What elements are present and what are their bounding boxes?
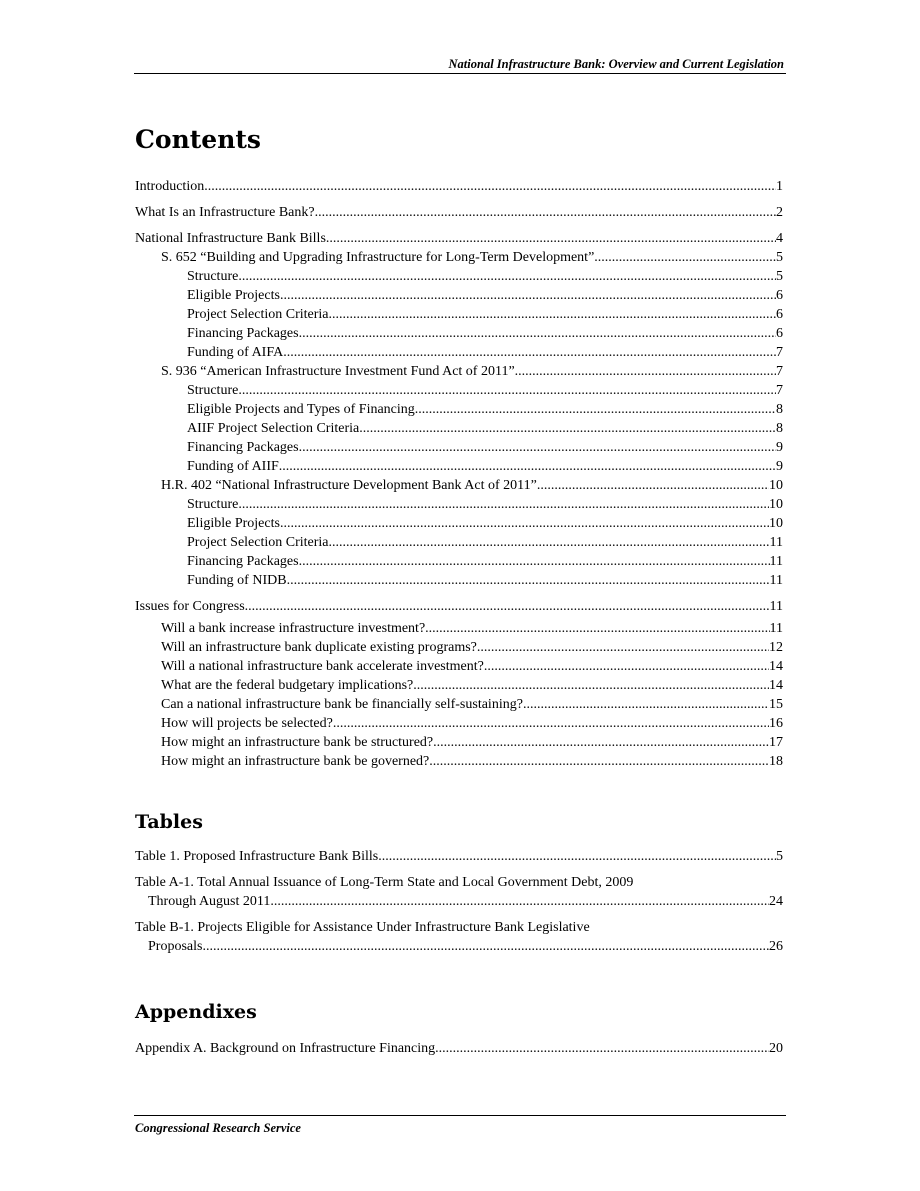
toc-entry-issue-accelerate-investment[interactable]: Will a national infrastructure bank accelerate investment? ..... 14 [135, 657, 783, 676]
tables-heading: Tables [135, 811, 203, 833]
toc-entry-hr402-selection-criteria[interactable]: Project Selection Criteria ..... 11 [135, 533, 783, 552]
toc-entry-bank-bills[interactable]: National Infrastructure Bank Bills ..... 4 [135, 229, 783, 248]
toc-entry-issues-for-congress[interactable]: Issues for Congress ..... 11 [135, 597, 783, 616]
toc-entry-s652[interactable]: S. 652 “Building and Upgrading Infrastructure for Long-Term Development” ..... 5 [135, 248, 783, 267]
toc-entry-issue-duplicate-programs[interactable]: Will an infrastructure bank duplicate existing programs? ..... 12 [135, 638, 783, 657]
toc-entry-hr402-eligible-projects[interactable]: Eligible Projects ..... 10 [135, 514, 783, 533]
header-rule [134, 73, 786, 74]
toc-entry-table-b1[interactable]: Table B-1. Projects Eligible for Assistance Under Infrastructure Bank Legislative Proposals ..... 26 [135, 918, 783, 956]
toc-entry-s652-selection-criteria[interactable]: Project Selection Criteria ..... 6 [135, 305, 783, 324]
running-footer: Congressional Research Service [135, 1121, 301, 1135]
toc-entry-s936-selection-criteria[interactable]: AIIF Project Selection Criteria ..... 8 [135, 419, 783, 438]
toc-entry-s652-structure[interactable]: Structure ..... 5 [135, 267, 783, 286]
toc-entry-s936-structure[interactable]: Structure ..... 7 [135, 381, 783, 400]
appendixes-heading: Appendixes [135, 1001, 257, 1023]
toc-entry-s936-financing-packages[interactable]: Financing Packages ..... 9 [135, 438, 783, 457]
toc-entry-s936-eligible-projects[interactable]: Eligible Projects and Types of Financing ..... 8 [135, 400, 783, 419]
toc-entry-issue-budgetary-implications[interactable]: What are the federal budgetary implications? ..... 14 [135, 676, 783, 695]
contents-list [135, 177, 783, 771]
toc-entry-what-is-bank[interactable]: What Is an Infrastructure Bank? ..... 2 [135, 203, 783, 222]
toc-entry-hr402[interactable]: H.R. 402 “National Infrastructure Development Bank Act of 2011” ..... 10 [135, 476, 783, 495]
toc-entry-s652-financing-packages[interactable]: Financing Packages ..... 6 [135, 324, 783, 343]
contents-heading: Contents [135, 125, 262, 154]
toc-entry-issue-project-selection[interactable]: How will projects be selected? ..... 16 [135, 714, 783, 733]
tables-list [135, 847, 783, 956]
toc-entry-issue-increase-investment[interactable]: Will a bank increase infrastructure investment? ..... 11 [135, 619, 783, 638]
toc-entry-issue-structure[interactable]: How might an infrastructure bank be structured? ..... 17 [135, 733, 783, 752]
toc-entry-introduction[interactable]: Introduction ..... 1 [135, 177, 783, 196]
toc-entry-s936[interactable]: S. 936 “American Infrastructure Investment Fund Act of 2011” ..... 7 [135, 362, 783, 381]
appendixes-list [135, 1039, 783, 1058]
toc-entry-hr402-financing-packages[interactable]: Financing Packages ..... 11 [135, 552, 783, 571]
toc-entry-s652-eligible-projects[interactable]: Eligible Projects ..... 6 [135, 286, 783, 305]
toc-entry-issue-governance[interactable]: How might an infrastructure bank be governed? ..... 18 [135, 752, 783, 771]
footer-rule [134, 1115, 786, 1116]
running-header: National Infrastructure Bank: Overview and Current Legislation [448, 57, 784, 71]
toc-entry-s652-funding[interactable]: Funding of AIFA ..... 7 [135, 343, 783, 362]
toc-entry-table-a1[interactable]: Table A-1. Total Annual Issuance of Long-Term State and Local Government Debt, 2009 Through August 2011 ..... 24 [135, 873, 783, 911]
toc-entry-issue-self-sustaining[interactable]: Can a national infrastructure bank be financially self-sustaining? ..... 15 [135, 695, 783, 714]
toc-entry-hr402-funding[interactable]: Funding of NIDB ..... 11 [135, 571, 783, 590]
toc-entry-appendix-a[interactable]: Appendix A. Background on Infrastructure Financing ..... 20 [135, 1039, 783, 1058]
toc-entry-s936-funding[interactable]: Funding of AIIF ..... 9 [135, 457, 783, 476]
toc-entry-table-1[interactable]: Table 1. Proposed Infrastructure Bank Bills ..... 5 [135, 847, 783, 866]
toc-entry-hr402-structure[interactable]: Structure ..... 10 [135, 495, 783, 514]
